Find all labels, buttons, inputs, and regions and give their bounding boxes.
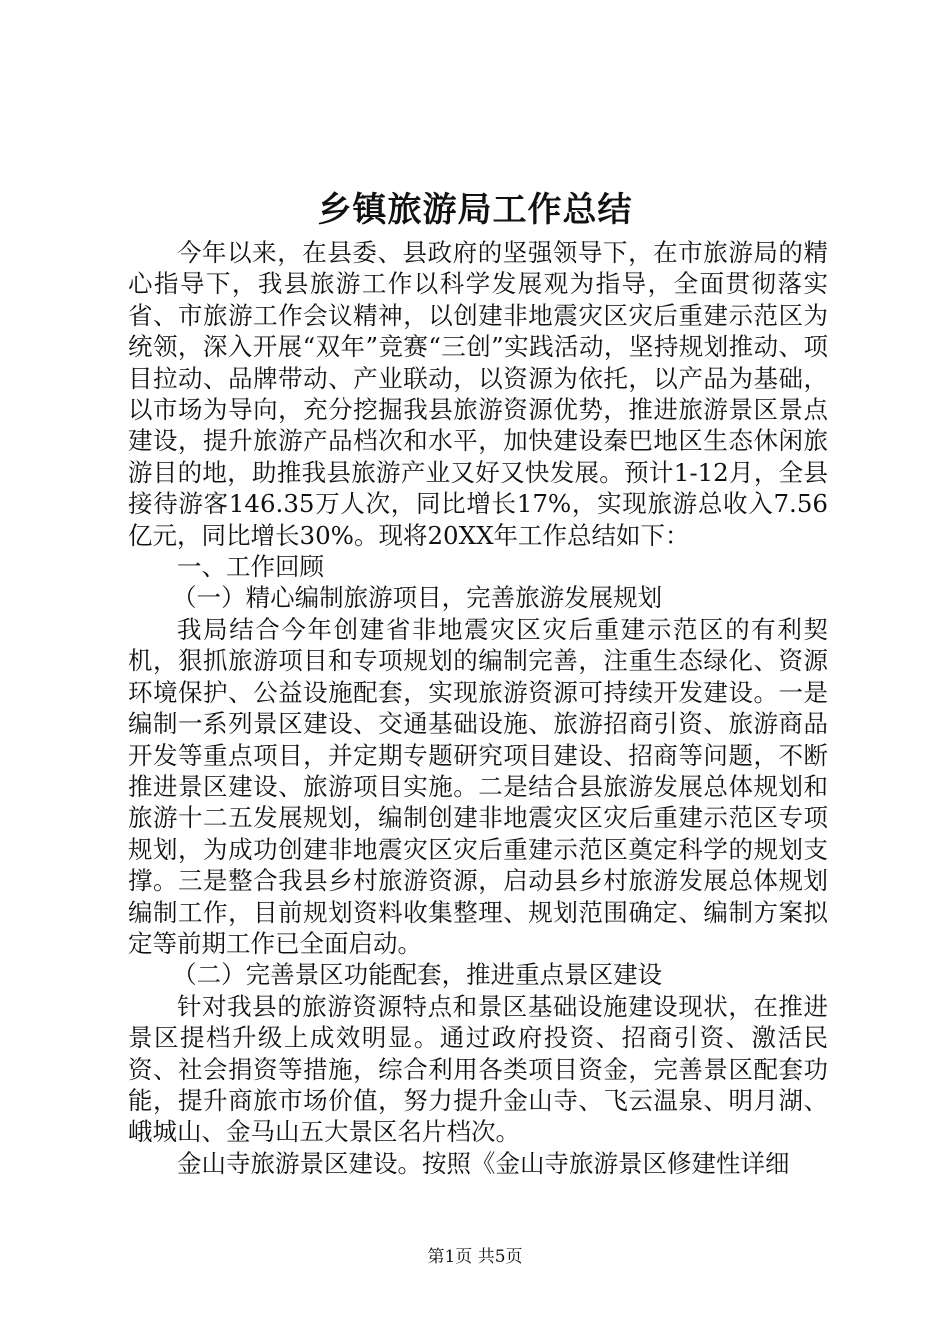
paragraph-planning: 我局结合今年创建省非地震灾区灾后重建示范区的有利契机，狠抓旅游项目和专项规划的编制完善，注重生态绿化、资源环境保护、公益设施配套，实现旅游资源可持续开发建设。一是编制一系列景区建设、交通基础设施、旅游招商引资、旅游商品开发等重点项目，并定期专题研究项目建设、招商等问题，不断推进景区建设、旅游项目实施。二是结合县旅游发展总体规划和旅游十二五发展规划，编制创建非地震灾区灾后重建示范区专项规划，为成功创建非地震灾区灾后重建示范区奠定科学的规划支撑。三是整合我县乡村旅游资源，启动县乡村旅游发展总体规划编制工作，目前规划资料收集整理、规划范围确定、编制方案拟定等前期工作已全面启动。: [128, 614, 828, 958]
subsection-heading-2: （二）完善景区功能配套，推进重点景区建设: [172, 960, 663, 990]
intro-paragraph: 今年以来，在县委、县政府的坚强领导下，在市旅游局的精心指导下，我县旅游工作以科学发展观为指导，全面贯彻落实省、市旅游工作会议精神，以创建非地震灾区灾后重建示范区为统领，深入开展“双年”竞赛“三创”实践活动，坚持规划推动、项目拉动、品牌带动、产业联动，以资源为依托，以产品为基础，以市场为导向，充分挖掘我县旅游资源优势，推进旅游景区景点建设，提升旅游产品档次和水平，加快建设秦巴地区生态休闲旅游目的地，助推我县旅游产业又好又快发展。预计1-12月，全县接待游客146.35万人次，同比增长17%，实现旅游总收入7.56亿元，同比增长30%。现将20XX年工作总结如下：: [128, 238, 828, 550]
paragraph-scenic-construction: 针对我县的旅游资源特点和景区基础设施建设现状，在推进景区提档升级上成效明显。通过政府投资、招商引资、激活民资、社会捐资等措施，综合利用各类项目资金，完善景区配套功能，提升商旅市场价值，努力提升金山寺、飞云温泉、明月湖、峨城山、金马山五大景区名片档次。: [128, 991, 828, 1147]
paragraph-jinshan-temple: 金山寺旅游景区建设。按照《金山寺旅游景区修建性详细: [177, 1148, 790, 1178]
section-heading-review: 一、工作回顾: [177, 552, 324, 582]
document-title: 乡镇旅游局工作总结: [317, 190, 633, 230]
subsection-heading-1: （一）精心编制旅游项目，完善旅游发展规划: [172, 583, 663, 613]
page-number: 第1页 共5页: [427, 1247, 523, 1267]
document-body: [128, 237, 828, 1179]
